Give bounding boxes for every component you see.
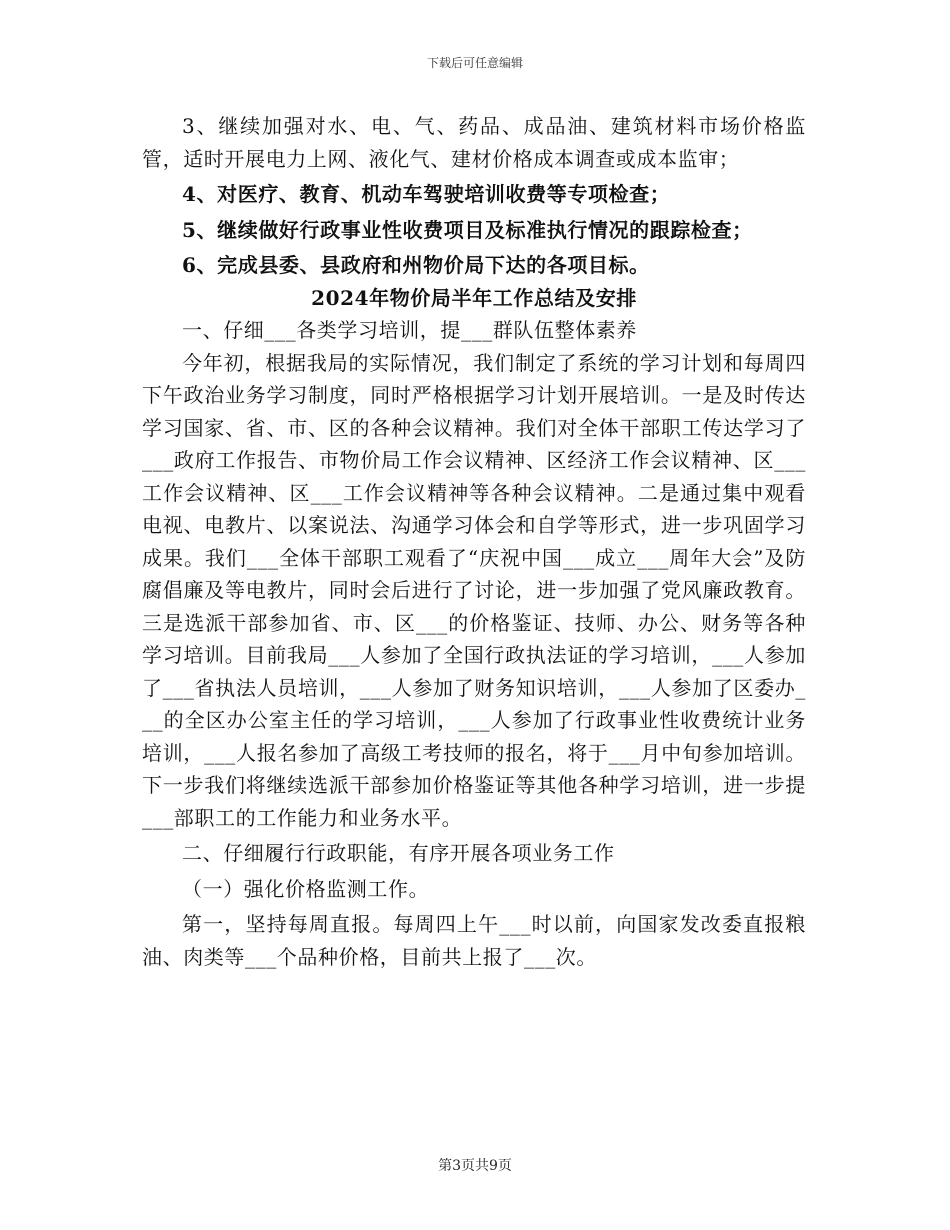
document-title: 2024年物价局半年工作总结及安排 xyxy=(311,285,637,310)
list-item-5: 5、继续做好行政事业性收费项目及标准执行情况的跟踪检查； xyxy=(182,217,753,242)
list-item-3: 3、继续加强对水、电、气、药品、成品油、建筑材料市场价格监管，适时开展电力上网、液化气、建材价格成本调查或成本监审； xyxy=(142,114,806,171)
header-note: 下载后可任意编辑 xyxy=(426,56,523,70)
list-item-6: 6、完成县委、县政府和州物价局下达的各项目标。 xyxy=(182,253,650,277)
list-item-4: 4、对医疗、教育、机动车驾驶培训收费等专项检查； xyxy=(182,182,671,206)
section-2-body-1: 第一，坚持每周直报。每周四上午___时以前，向国家发改委直报粮油、肉类等___个品种价格，目前共上报了___次。 xyxy=(142,912,806,969)
document-body xyxy=(142,110,806,973)
section-2-heading: 二、仔细履行行政职能，有序开展各项业务工作 xyxy=(182,841,615,865)
page-number: 第3页共9页 xyxy=(438,1158,512,1174)
section-1-heading: 一、仔细___各类学习培训，提___群队伍整体素养 xyxy=(182,318,637,342)
section-2-subheading-1: （一）强化价格监测工作。 xyxy=(182,876,430,901)
section-1-body: 今年初，根据我局的实际情况，我们制定了系统的学习计划和每周四下午政治业务学习制度，同时严格根据学习计划开展培训。一是及时传达学习国家、省、市、区的各种会议精神。我们对全体干部职工传达学习了___政府工作报告、市物价局工作会议精神、区经济工作会议精神、区___工作会议精神、区___工作会议精神等各种会议精神。二是通过集中观看电视、电教片、以案说法、沟通学习体会和自学等形式，进一步巩固学习成果。我们___全体干部职工观看了“庆祝中国___成立___周年大会”及防腐倡廉及等电教片，同时会后进行了讨论，进一步加强了党风廉政教育。三是选派干部参加省、市、区___的价格鉴证、技师、办公、财务等各种学习培训。目前我局___人参加了全国行政执法证的学习培训，___人参加了___省执法人员培训，___人参加了财务知识培训，___人参加了区委办___的全区办公室主任的学习培训，___人参加了行政事业性收费统计业务培训，___人报名参加了高级工考技师的报名，将于___月中旬参加培训。下一步我们将继续选派干部参加价格鉴证等其他各种学习培训，进一步提___部职工的工作能力和业务水平。 xyxy=(142,350,806,830)
